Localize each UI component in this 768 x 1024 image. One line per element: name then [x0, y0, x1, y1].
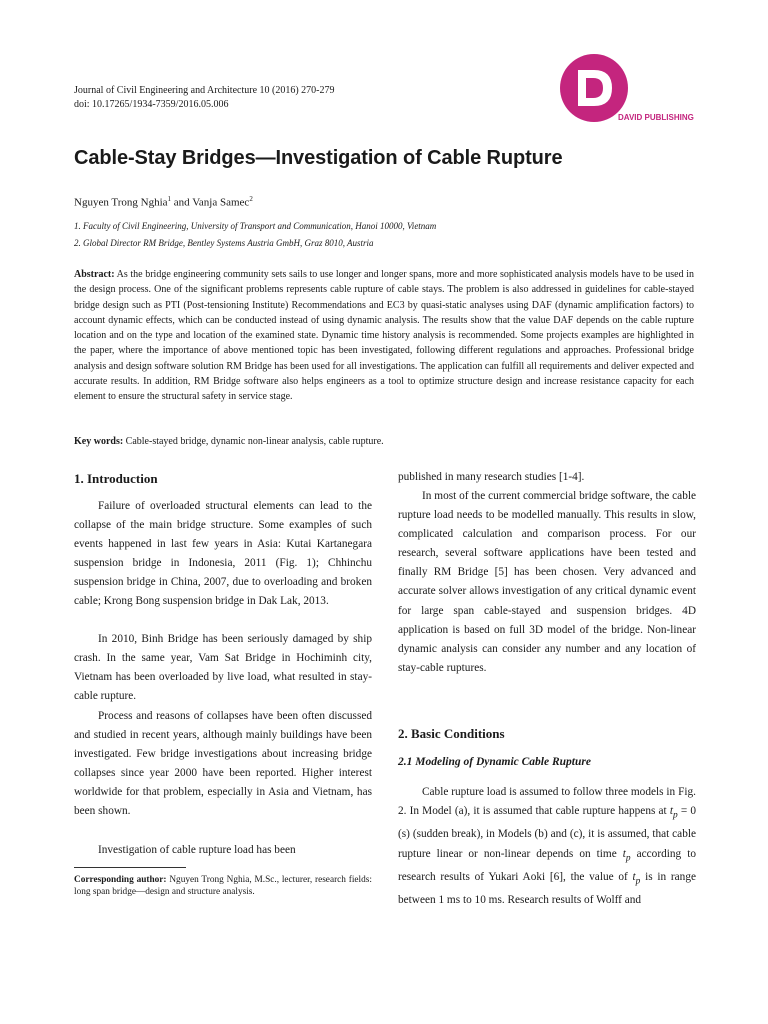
p2-part-b: = 0 (s) (sudden break), in Models (b) and (c), it is assumed, that cable rupture linear or non-linear depends on time: [398, 805, 696, 860]
right-paragraph-0: published in many research studies [1-4].: [398, 471, 585, 483]
author-1-sup: 1: [167, 195, 172, 203]
keywords: [74, 436, 384, 447]
tp-sub-2: p: [625, 852, 631, 863]
subsection-heading: 2.1 Modeling of Dynamic Cable Rupture: [398, 756, 591, 768]
p2-part-d: is in range between 1 ms to 10 ms. Research results of Wolff and: [398, 870, 696, 907]
section-heading-basic-conditions: 2. Basic Conditions: [398, 726, 505, 741]
tp-t-3: t: [632, 870, 636, 883]
p2-part-c: according to research results of Yukari Aoki [6], the value of: [398, 847, 696, 883]
abstract: [74, 267, 694, 405]
affiliation-1: 1. Faculty of Civil Engineering, University of Transport and Communication, Hanoi 10000, Vietnam: [74, 221, 437, 231]
intro-paragraph-3: Process and reasons of collapses have been often discussed and studied in recent years, although mainly buildings have been investigated. Few bridge investigations about increasing bridge collapses since year 2000 have been reported. Higher interest worldwide for that problem, especially in Asia and Vietnam, has been shown.: [74, 710, 372, 818]
abstract-label: Abstract:: [74, 269, 115, 280]
author-1: Nguyen Trong Nghia: [74, 196, 168, 209]
journal-info: [74, 84, 335, 112]
right-paragraph-1: In most of the current commercial bridge software, the cable rupture load needs to be modelled manually. This results in slow, complicated calculation and comparison process. For our research, several software applications have been tested and finally RM Bridge [5] has been chosen. Very advanced and accurate solver allows investigation of any critical dynamic event for large span cable-stayed and suspension bridges. 4D application is based on full 3D model of the bridge. Non-linear dynamic analysis can consider any number and any location of stay-cable ruptures.: [398, 490, 696, 674]
intro-paragraph-1: Failure of overloaded structural elements can lead to the collapse of the main bridge structure. Some examples of such events happened in last few years in Asia: Kutai Kartanegara suspension bridge in Indonesia, 2011 (Fig. 1); Chhinchu suspension bridge in China, 2007, due to overloading and broken cable; Krong Bong suspension bridge in Dak Lak, 2013.: [74, 500, 372, 608]
david-publishing-logo: [560, 54, 700, 126]
tp-t: t: [669, 805, 673, 818]
tp-symbol: [669, 805, 678, 821]
tp-t-2: t: [622, 847, 626, 860]
doi: doi: 10.17265/1934-7359/2016.05.006: [74, 99, 229, 110]
keywords-text: Cable-stayed bridge, dynamic non-linear analysis, cable rupture.: [123, 436, 384, 447]
keywords-label: Key words:: [74, 436, 124, 447]
footnote-divider: [74, 867, 186, 868]
author-2-sup: 2: [249, 195, 253, 203]
footnote-text: Nguyen Trong Nghia, M.Sc., lecturer, research fields: long span bridge—design and structure analysis.: [74, 875, 372, 897]
author-and: and: [171, 196, 193, 209]
svg-text:DAVID PUBLISHING: DAVID PUBLISHING: [618, 113, 694, 122]
paper-title: Cable-Stay Bridges—Investigation of Cable Rupture: [74, 147, 563, 169]
author-2: Vanja Samec: [192, 196, 250, 209]
abstract-text: As the bridge engineering community sets sails to use longer and longer spans, more and more sophisticated analysis models have to be used in the design process. One of the significant problems represents cable rupture of cable stays. The problem is also addressed in guidelines for cable-stayed bridge design such as PTI (Post-tensioning Institute) Recommendations and EC3 by quasi-static analyses using DAF (dynamic amplification factors) to account dynamic effects, which can be conducted instead of using dynamic analysis. The results show that the value DAF depends on the cable rupture location and on the type and location of the examined state. Dynamic time history analysis is recommended. Some projects examples are highlighted in the paper, where the importance of above mentioned topic has been investigated, following different regulations and approaches. Professional bridge analysis and design software solution RM Bridge has been used for all investigations. The application can fulfill all requirements and deliver expected and accurate results. In addition, RM Bridge software also helps engineers as a tool to optimize structure design and increase resistance capacity for each element to ensure the structural safety in service stage.: [74, 269, 694, 403]
p2-part-a: Cable rupture load is assumed to follow three models in Fig. 2. In Model (a), it is assumed that cable rupture happens at: [398, 786, 696, 818]
corresponding-author-footnote: [74, 874, 372, 898]
affiliation-2: 2. Global Director RM Bridge, Bentley Systems Austria GmbH, Graz 8010, Austria: [74, 238, 374, 248]
footnote-label: Corresponding author:: [74, 875, 167, 885]
right-paragraph-2: [398, 783, 696, 910]
intro-paragraph-2: In 2010, Binh Bridge has been seriously damaged by ship crash. In the same year, Vam Sat Bridge in Hochiminh city, Vietnam has been overloaded by live load, what resulted in stay-cable rupture.: [74, 633, 372, 703]
tp-symbol-2: [622, 847, 631, 863]
section-heading-introduction: 1. Introduction: [74, 471, 158, 486]
tp-sub: p: [672, 810, 678, 821]
intro-paragraph-4: Investigation of cable rupture load has been: [98, 844, 296, 856]
author-list: [74, 195, 253, 209]
tp-sub-3: p: [635, 876, 641, 887]
journal-citation: Journal of Civil Engineering and Architecture 10 (2016) 270-279: [74, 85, 335, 96]
